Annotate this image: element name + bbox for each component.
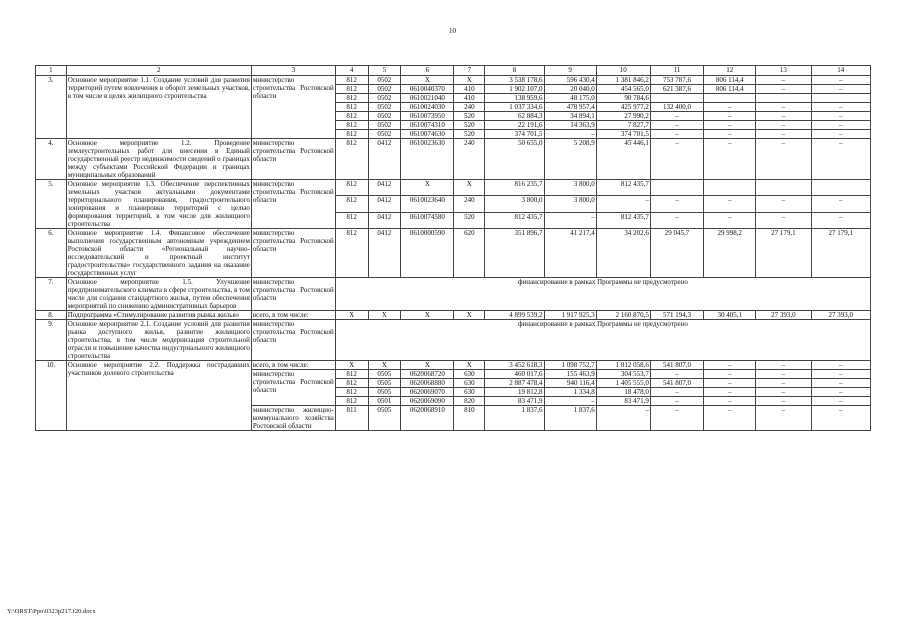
column-number: 6 — [401, 66, 454, 76]
value-cell: 410 — [454, 94, 485, 103]
column-number: 11 — [650, 66, 703, 76]
value-cell: – — [756, 361, 811, 370]
table-row — [36, 139, 871, 180]
value-cell: 351 896,7 — [485, 229, 544, 278]
value-cell: 5 208,9 — [544, 139, 596, 180]
value-cell: 940 116,4 — [544, 379, 596, 388]
value-cell: 304 553,7 — [596, 370, 650, 379]
measure-title: Основное мероприятие 1.2. Проведение землеустроительных работ для внесения в Единый государственный реестр недвижимости сведений о границах между субъектами Российской Федерации и границах муниципальных образований — [67, 139, 250, 179]
value-cell: – — [704, 121, 756, 130]
value-cell: – — [596, 196, 650, 212]
value-cell: 0502 — [368, 85, 401, 94]
value-cell: – — [811, 130, 870, 139]
value-cell: – — [704, 112, 756, 121]
value-cell: 0610000590 — [401, 229, 454, 278]
value-cell: 571 194,3 — [650, 311, 703, 320]
value-cell: 240 — [454, 196, 485, 212]
value-cell — [704, 180, 756, 196]
value-cell: 0610074580 — [401, 212, 454, 228]
executor: министерство строительства Ростовской области — [251, 278, 335, 311]
value-cell: 812 — [335, 85, 368, 94]
value-cell: 806 114,4 — [704, 85, 756, 94]
value-cell: – — [704, 397, 756, 406]
value-cell: 812 — [335, 112, 368, 121]
value-cell: 812 — [335, 212, 368, 228]
value-cell: 30 405,1 — [704, 311, 756, 320]
value-cell: 630 — [454, 388, 485, 397]
value-cell: 3 452 618,3 — [485, 361, 544, 370]
table-row — [36, 76, 871, 85]
value-cell: – — [704, 103, 756, 112]
value-cell: 83 471,9 — [596, 397, 650, 406]
value-cell: 1 917 925,3 — [544, 311, 596, 320]
value-cell: 812 — [335, 76, 368, 85]
value-cell: 0505 — [368, 379, 401, 388]
executor: министерство строительства Ростовской области — [251, 229, 335, 278]
value-cell: – — [756, 85, 811, 94]
table-row — [36, 229, 871, 278]
value-cell: 0412 — [368, 196, 401, 212]
executor: министерство строительства Ростовской области — [251, 180, 335, 229]
row-number: 9. — [36, 320, 67, 361]
value-cell: 29 998,2 — [704, 229, 756, 278]
executor: министерство строительства Ростовской области — [251, 139, 335, 180]
value-cell: 0412 — [368, 180, 401, 196]
executor: министерство строительства Ростовской области — [251, 370, 335, 406]
value-cell: – — [811, 103, 870, 112]
header-row — [36, 66, 871, 76]
value-cell: 812 — [335, 397, 368, 406]
table-row — [36, 278, 871, 311]
value-cell: 0505 — [368, 388, 401, 397]
column-number: 14 — [811, 66, 870, 76]
value-cell: – — [650, 139, 703, 180]
value-cell: – — [811, 388, 870, 397]
value-cell — [756, 94, 811, 103]
value-cell — [650, 180, 703, 196]
executor: министерство жилищно-коммунального хозяйства Ростовской области — [252, 406, 334, 430]
column-number: 9 — [544, 66, 596, 76]
value-cell: 0610073950 — [401, 112, 454, 121]
value-cell: 812 — [335, 229, 368, 278]
value-cell: Х — [454, 361, 485, 370]
row-number: 6. — [36, 229, 67, 278]
value-cell: 34 202,6 — [596, 229, 650, 278]
value-cell: – — [756, 121, 811, 130]
value-cell: Х — [401, 361, 454, 370]
value-cell: – — [544, 130, 596, 139]
value-cell — [811, 94, 870, 103]
measure-title: Основное мероприятие 1.3. Обеспечение перспективных земельных участков актуальными документами территориального планирования, градостроительного зонирования и планировки территорий с целью формирования территорий, в том числе для жилищного строительства — [67, 180, 250, 228]
value-cell: 520 — [454, 130, 485, 139]
value-cell: 1 812 058,6 — [596, 361, 650, 370]
value-cell: 1 837,6 — [544, 406, 596, 431]
value-cell: 816 235,7 — [485, 180, 544, 196]
value-cell: 27 179,1 — [811, 229, 870, 278]
value-cell: 83 471,9 — [485, 397, 544, 406]
value-cell: 0610021040 — [401, 94, 454, 103]
value-cell: 2 887 478,4 — [485, 379, 544, 388]
value-cell: 0620068880 — [401, 379, 454, 388]
value-cell: – — [704, 406, 756, 431]
value-cell: – — [650, 130, 703, 139]
value-cell: 630 — [454, 379, 485, 388]
value-cell: 374 701,5 — [596, 130, 650, 139]
value-cell: 541 807,0 — [650, 379, 703, 388]
value-cell: 0412 — [368, 229, 401, 278]
row-number: 8. — [36, 311, 67, 320]
value-cell: 812 — [335, 180, 368, 196]
value-cell: 1 098 752,7 — [544, 361, 596, 370]
value-cell — [756, 180, 811, 196]
page-number: 10 — [449, 27, 456, 35]
column-number: 3 — [251, 66, 335, 76]
value-cell: 806 114,4 — [704, 76, 756, 85]
value-cell: – — [704, 196, 756, 212]
value-cell: 27 393,0 — [756, 311, 811, 320]
value-cell: – — [650, 112, 703, 121]
measure-title: Основное мероприятие 1.1. Создание условий для развития территорий путем вовлечения в оборот земельных участков, в том числе в целях жилищного строительства — [66, 76, 251, 139]
value-cell: 0610024030 — [401, 103, 454, 112]
value-cell: – — [756, 130, 811, 139]
value-cell: 520 — [454, 112, 485, 121]
value-cell: 0502 — [368, 121, 401, 130]
value-cell: 0505 — [368, 406, 401, 431]
value-cell: 1 902 107,0 — [485, 85, 544, 94]
value-cell: 812 435,7 — [485, 212, 544, 228]
value-cell: 812 — [335, 139, 368, 180]
value-cell: 478 957,4 — [544, 103, 596, 112]
value-cell: – — [650, 212, 703, 228]
value-cell: 0501 — [368, 397, 401, 406]
value-cell: 27 179,1 — [756, 229, 811, 278]
value-cell: – — [756, 139, 811, 180]
value-cell: 0610023630 — [401, 139, 454, 180]
value-cell: Х — [454, 76, 485, 85]
value-cell: Х — [454, 180, 485, 196]
executor: министерство строительства Ростовской области — [251, 320, 335, 361]
value-cell: – — [811, 361, 870, 370]
value-cell: 620 — [454, 229, 485, 278]
column-number: 12 — [704, 66, 756, 76]
value-cell: 541 807,0 — [650, 361, 703, 370]
value-cell: 0502 — [368, 76, 401, 85]
value-cell: 812 — [335, 388, 368, 397]
value-cell: 0610074630 — [401, 130, 454, 139]
value-cell: – — [811, 406, 870, 431]
value-cell: 812 435,7 — [596, 180, 650, 196]
value-cell: 19 812,8 — [485, 388, 544, 397]
value-cell: – — [704, 139, 756, 180]
value-cell: 0505 — [368, 370, 401, 379]
value-cell: 0620069070 — [401, 388, 454, 397]
value-cell: 0610023640 — [401, 196, 454, 212]
value-cell: – — [756, 388, 811, 397]
measure-title: Основное мероприятие 2.1. Создание условий для развития рынка доступного жилья, развитие жилищного строительства, в том числе модернизация строительной отрасли и повышение качества индустриального жилищного строительства — [67, 320, 250, 360]
executor: министерство строительства Ростовской области — [251, 76, 335, 139]
value-cell: 812 — [335, 370, 368, 379]
value-cell: – — [756, 103, 811, 112]
value-cell: Х — [401, 311, 454, 320]
value-cell: – — [704, 130, 756, 139]
value-cell: 0502 — [368, 130, 401, 139]
column-number: 10 — [596, 66, 650, 76]
file-path-footer: Y:\ORST\Ppo\0323p217.f20.docx — [7, 608, 96, 615]
value-cell: 20 040,0 — [544, 85, 596, 94]
value-cell: – — [811, 196, 870, 212]
value-cell: – — [756, 379, 811, 388]
value-cell: 7 827,7 — [596, 121, 650, 130]
value-cell: – — [650, 406, 703, 431]
value-cell: – — [704, 212, 756, 228]
value-cell: 14 363,9 — [544, 121, 596, 130]
value-cell: 29 045,7 — [650, 229, 703, 278]
value-cell: 812 435,7 — [596, 212, 650, 228]
value-cell: Х — [335, 361, 368, 370]
value-cell: 138 959,6 — [485, 94, 544, 103]
value-cell: 62 884,3 — [485, 112, 544, 121]
value-cell: – — [544, 212, 596, 228]
value-cell: 812 — [335, 196, 368, 212]
value-cell: – — [811, 76, 870, 85]
value-cell: – — [650, 370, 703, 379]
row-number: 10. — [36, 361, 67, 431]
value-cell: – — [811, 85, 870, 94]
value-cell: 0502 — [368, 103, 401, 112]
value-cell: 3 800,0 — [544, 196, 596, 212]
value-cell: – — [811, 112, 870, 121]
value-cell: 45 446,1 — [596, 139, 650, 180]
value-cell: Х — [368, 361, 401, 370]
value-cell: 1 405 555,0 — [596, 379, 650, 388]
row-number: 7. — [36, 278, 67, 311]
measure-title: Основное мероприятие 1.5. Улучшение предпринимательского климата в сфере строительства, в том числе для создания стандартного жилья, путем обеспечения мероприятий по снижению административных барьеров — [67, 278, 250, 310]
value-cell: 0412 — [368, 212, 401, 228]
value-cell: – — [811, 370, 870, 379]
value-cell: – — [650, 196, 703, 212]
value-cell: – — [596, 406, 650, 431]
value-cell: 41 217,4 — [544, 229, 596, 278]
table-row — [36, 361, 871, 370]
value-cell: – — [811, 121, 870, 130]
value-cell: 460 017,6 — [485, 370, 544, 379]
measure-title: Подпрограмма «Стимулирование развития рынка жилья» — [66, 311, 251, 320]
row-number: 5. — [36, 180, 67, 229]
value-cell: – — [756, 397, 811, 406]
value-cell: – — [811, 397, 870, 406]
table-row — [36, 180, 871, 196]
value-cell: Х — [335, 311, 368, 320]
value-cell: 3 538 178,6 — [485, 76, 544, 85]
value-cell: – — [756, 406, 811, 431]
value-cell: – — [650, 388, 703, 397]
value-cell: 50 655,0 — [485, 139, 544, 180]
value-cell: 812 — [335, 103, 368, 112]
value-cell: 240 — [454, 103, 485, 112]
value-cell: 34 894,1 — [544, 112, 596, 121]
value-cell: 820 — [454, 397, 485, 406]
value-cell: – — [704, 379, 756, 388]
value-cell: 4 899 539,2 — [485, 311, 544, 320]
value-cell: 811 — [335, 406, 368, 431]
table-row — [36, 311, 871, 320]
value-cell: – — [704, 361, 756, 370]
value-cell: – — [704, 370, 756, 379]
value-cell: – — [544, 397, 596, 406]
value-cell: 520 — [454, 212, 485, 228]
value-cell: 0610040370 — [401, 85, 454, 94]
value-cell: 596 430,4 — [544, 76, 596, 85]
value-cell: 520 — [454, 121, 485, 130]
value-cell: 621 387,6 — [650, 85, 703, 94]
value-cell: 1 381 846,2 — [596, 76, 650, 85]
value-cell: 0610074310 — [401, 121, 454, 130]
value-cell: – — [650, 121, 703, 130]
row-number: 3. — [36, 76, 67, 139]
table-body — [36, 66, 871, 431]
value-cell: 0620069090 — [401, 397, 454, 406]
value-cell: 90 784,6 — [596, 94, 650, 103]
value-cell: 630 — [454, 370, 485, 379]
value-cell — [650, 94, 703, 103]
value-cell: 155 463,9 — [544, 370, 596, 379]
value-cell: 0620068910 — [401, 406, 454, 431]
value-cell: 0412 — [368, 139, 401, 180]
financing-note: финансирование в рамках Программы не предусмотрено — [335, 320, 870, 361]
value-cell: Х — [401, 76, 454, 85]
value-cell: 410 — [454, 85, 485, 94]
row-number: 4. — [36, 139, 67, 180]
value-cell: Х — [368, 311, 401, 320]
value-cell: – — [756, 370, 811, 379]
value-cell: – — [650, 397, 703, 406]
value-cell: 454 565,0 — [596, 85, 650, 94]
measure-title: Основное мероприятие 2.2. Поддержка пострадавших участников долевого строительства — [66, 361, 251, 431]
executor: всего, в том числе: — [251, 361, 335, 370]
value-cell: 0502 — [368, 94, 401, 103]
value-cell: – — [811, 379, 870, 388]
value-cell: 0502 — [368, 112, 401, 121]
financing-note: финансирование в рамках Программы не предусмотрено — [335, 278, 870, 311]
value-cell: – — [811, 139, 870, 180]
value-cell: – — [704, 388, 756, 397]
budget-table — [35, 65, 871, 431]
value-cell: 3 800,0 — [485, 196, 544, 212]
value-cell: – — [811, 212, 870, 228]
value-cell: 812 — [335, 379, 368, 388]
value-cell: 22 191,6 — [485, 121, 544, 130]
value-cell: 18 478,0 — [596, 388, 650, 397]
column-number: 5 — [368, 66, 401, 76]
value-cell: 425 977,2 — [596, 103, 650, 112]
column-number: 4 — [335, 66, 368, 76]
column-number: 2 — [66, 66, 251, 76]
measure-title: Основное мероприятие 1.4. Финансовое обеспечение выполнения государственным автономным учреждением Ростовской области «Региональный научно-исследовательский и проектный институт градостроительства» государственного задания на оказание государственных услуг — [67, 229, 250, 277]
value-cell: 1 334,8 — [544, 388, 596, 397]
value-cell: 3 800,0 — [544, 180, 596, 196]
column-number: 7 — [454, 66, 485, 76]
column-number: 8 — [485, 66, 544, 76]
executor: всего, в том числе: — [251, 311, 335, 320]
column-number: 13 — [756, 66, 811, 76]
value-cell: 240 — [454, 139, 485, 180]
value-cell: – — [756, 112, 811, 121]
value-cell: 810 — [454, 406, 485, 431]
value-cell: 812 — [335, 94, 368, 103]
value-cell: 0620068720 — [401, 370, 454, 379]
table-row — [36, 320, 871, 361]
column-number: 1 — [36, 66, 67, 76]
value-cell: 2 160 870,5 — [596, 311, 650, 320]
value-cell: 812 — [335, 130, 368, 139]
value-cell: 27 393,0 — [811, 311, 870, 320]
value-cell: – — [756, 76, 811, 85]
value-cell: Х — [401, 180, 454, 196]
value-cell: Х — [454, 311, 485, 320]
value-cell: 132 400,0 — [650, 103, 703, 112]
value-cell: 1 837,6 — [485, 406, 544, 431]
value-cell: – — [756, 212, 811, 228]
value-cell — [811, 180, 870, 196]
value-cell: – — [756, 196, 811, 212]
value-cell — [704, 94, 756, 103]
value-cell: 374 701,5 — [485, 130, 544, 139]
value-cell: 48 175,0 — [544, 94, 596, 103]
value-cell: 27 990,2 — [596, 112, 650, 121]
value-cell: 812 — [335, 121, 368, 130]
value-cell: 1 037 334,6 — [485, 103, 544, 112]
value-cell: 753 787,6 — [650, 76, 703, 85]
